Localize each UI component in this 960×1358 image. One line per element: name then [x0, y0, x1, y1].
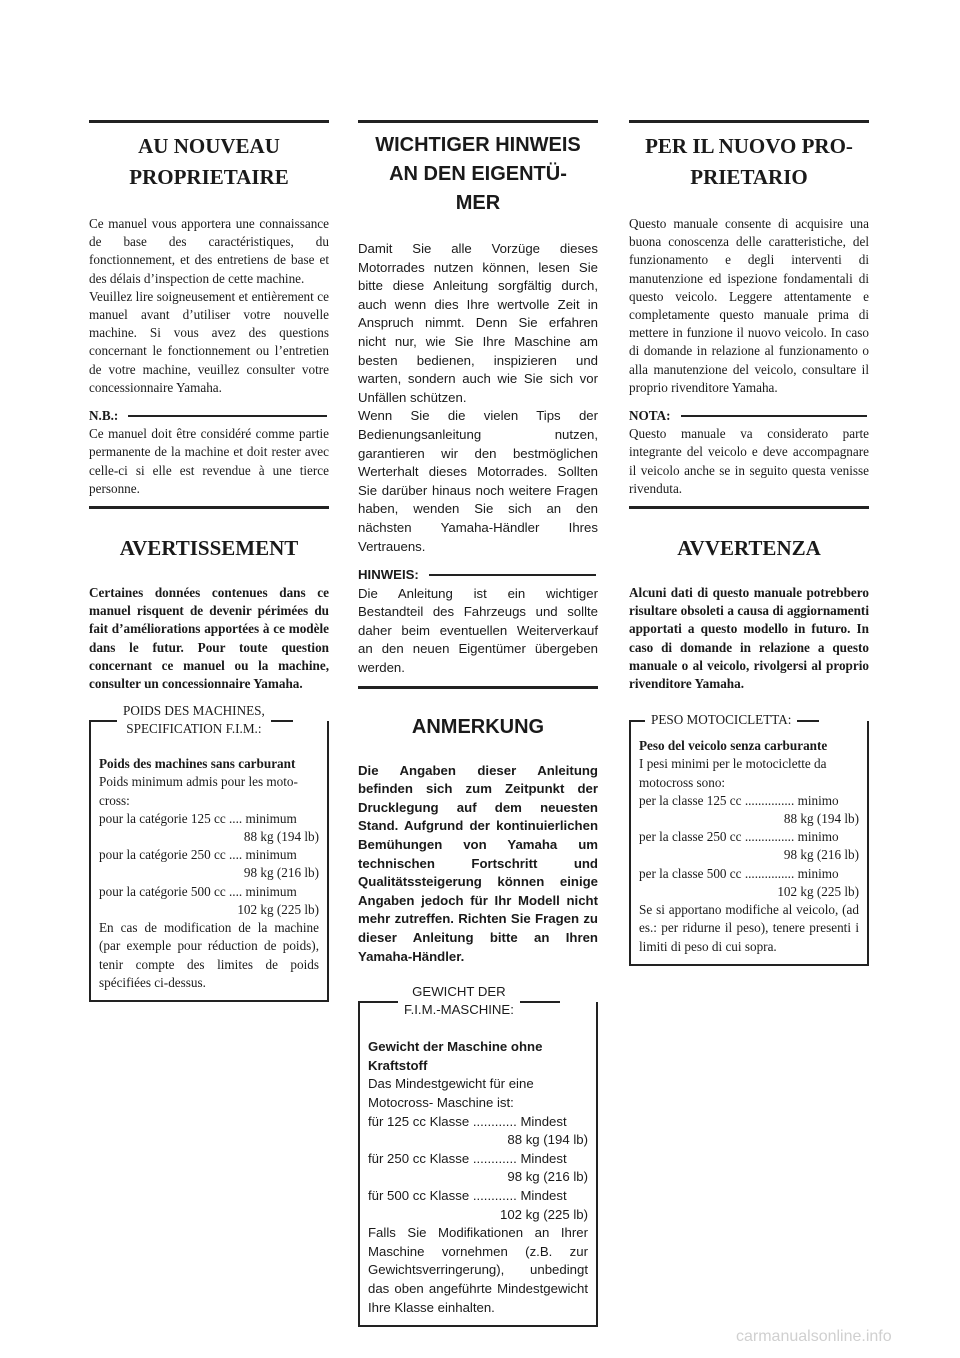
german-intro: Damit Sie alle Vorzüge dieses Motorrades nutzen können, lesen Sie bitte diese Anleitung sorgfältig durch, auch wenn dies Ihre wertvolle Zeit in Anspruch nimmt. Denn Sie erfahren nicht nur, wie Sie Ihre Maschine am besten bedienen, inspizieren und warten, sondern auch wie Sie sich vor Unfällen schützen. [358, 241, 598, 405]
french-title-line1: AU NOUVEAU [138, 134, 280, 158]
german-note-label: HINWEIS: [358, 567, 419, 583]
italian-warning-title: AVVERTENZA [677, 536, 821, 561]
italian-box-head: Peso del veicolo senza carburante [639, 738, 828, 754]
french-row: pour la catégorie 500 cc .... minimum 102 kg (225 lb) [99, 883, 319, 917]
italian-box-intro: I pesi minimi per le motociclette da motocross sono: [639, 756, 827, 790]
french-weight-box [89, 703, 329, 1002]
german-warning-title: ANMERKUNG [411, 715, 545, 738]
french-row: pour la catégorie 250 cc .... minimum 98 kg (216 lb) [99, 847, 319, 881]
french-box-intro: Poids minimum admis pour les moto-cross: [99, 774, 298, 808]
watermark-logo: carmanualsonline.info [736, 1328, 892, 1345]
french-column [89, 120, 329, 1002]
italian-row: per la classe 500 cc ............... minimo 102 kg (225 lb) [639, 865, 859, 899]
french-note: Ce manuel doit être considéré comme partie permanente de la machine et doit rester avec celle-ci si elle est revendue à une tierce personne. [89, 426, 329, 496]
german-note-header [358, 566, 598, 585]
german-intro2: Wenn Sie die vielen Tips der Bedienungsanleitung nutzen, garantieren wir den bestmöglichen Werterhalt dieses Motorrades. Sollten Sie darüber hinaus noch weitere Fragen haben, wenden Sie sich an den nächsten Yamaha-Händler Ihres Vertrauens. [358, 408, 598, 554]
french-note-header [89, 407, 329, 425]
french-row: pour la catégorie 125 cc .... minimum 88 kg (194 lb) [99, 810, 319, 845]
italian-weight-box [629, 712, 869, 965]
italian-note-header [629, 407, 869, 425]
german-title-line1: WICHTIGER HINWEIS [375, 134, 581, 156]
italian-warning-text: Alcuni dati di questo manuale potrebbero risultare obsoleti a causa di aggiornamenti apportati a questo modello in futuro. In caso di domande in relazione a questo manuale o al veicolo, rivolgersi al proprio rivenditore Yamaha. [629, 585, 869, 692]
french-note-label: N.B.: [89, 408, 119, 424]
german-box-intro: Das Mindestgewicht für eine Motocross- Maschine ist: [368, 1076, 534, 1110]
italian-note: Questo manuale va considerato parte integrante del veicolo e deve accompagnare il veicolo anche se in seguito questa venisse rivenduta. [629, 426, 869, 496]
german-column [358, 120, 598, 1327]
italian-note-label: NOTA: [629, 408, 671, 424]
french-box-title: POIDS DES MACHINES, SPECIFICATION F.I.M.: [123, 703, 265, 737]
german-box-title: GEWICHT DER F.I.M.-MASCHINE: [404, 983, 514, 1018]
german-row: für 125 cc Klasse ............ Mindest 88 kg (194 lb) [368, 1113, 588, 1148]
german-title-line3: MER [455, 192, 501, 214]
french-title-line2: PROPRIETAIRE [129, 165, 289, 189]
german-row: für 500 cc Klasse ............ Mindest 102 kg (225 lb) [368, 1187, 588, 1222]
french-intro: Ce manuel vous apportera une connaissance de base des caractéristiques, du fonctionnement, et des entretiens de base et des délais d’inspection de cette machine. [89, 216, 329, 286]
italian-column [629, 120, 869, 966]
german-title-line2: AN DEN EIGENTÜ- [389, 163, 567, 185]
french-warning-text: Certaines données contenues dans ce manuel risquent de devenir périmées du fait d’améliorations apportées à ce modèle dans le futur. Pour toute question concernant ce manuel ou la machine, consulter un concessionnaire Yamaha. [89, 585, 329, 692]
italian-row: per la classe 250 cc ............... minimo 98 kg (216 lb) [639, 829, 859, 863]
german-box-footer: Falls Sie Modifikationen an Ihrer Maschine vornehmen (z.B. zur Gewichtsverringerung), unbedingt das oben angeführte Mindestgewicht Ihre Klasse einhalten. [368, 1225, 588, 1315]
german-box-head: Gewicht der Maschine ohne Kraftstoff [368, 1039, 543, 1073]
italian-intro: Questo manuale consente di acquisire una buona conoscenza delle caratteristiche, del funzionamento e degli interventi di manutenzione ed ispezione fondamentali di questo veicolo. Leggere attentamente e completamente questo manuale prima di mettere in funzione il nuovo veicolo. In caso di domande in relazione al funzionamento o alla manutenzione del veicolo, consultare il proprio rivenditore Yamaha. [629, 216, 869, 395]
italian-box-title: PESO MOTOCICLETTA: [651, 712, 792, 728]
french-box-footer: En cas de modification de la machine (par exemple pour réduction de poids), tenir compte des limites de poids spécifiées ci-dessus. [99, 920, 319, 990]
german-note: Die Anleitung ist ein wichtiger Bestandteil des Fahrzeugs und sollte daher beim eventuellen Weiterverkauf an den neuen Eigentümer übergeben werden. [358, 585, 598, 676]
french-warning-title: AVERTISSEMENT [119, 536, 299, 561]
italian-title-line2: PRIETARIO [690, 165, 808, 189]
german-row: für 250 cc Klasse ............ Mindest 98 kg (216 lb) [368, 1150, 588, 1185]
french-intro2: Veuillez lire soigneusement et entièrement ce manuel avant d’utiliser votre nouvelle machine. Si vous avez des questions concernant le fonctionnement ou l’entretien de votre machine, veuillez consulter votre concessionnaire Yamaha. [89, 288, 329, 395]
german-weight-box [358, 983, 598, 1327]
italian-box-footer: Se si apportano modifiche al veicolo, (ad es.: per ridurne il peso), tenere presenti i limiti di peso di cui sopra. [639, 902, 859, 954]
french-box-head: Poids des machines sans carburant [99, 756, 296, 772]
german-warning-text: Die Angaben dieser Anleitung befinden sich zum Zeitpunkt der Drucklegung auf dem neuesten Stand. Aufgrund der kontinuierlichen Bemühungen von Yamaha um technischen Fortschritt und Qualitätssteigerung können einige Angaben jedoch für Ihr Modell nicht mehr zutreffen. Richten Sie Fragen zu dieser Anleitung bitte an Ihren Yamaha-Händler. [358, 762, 598, 964]
italian-row: per la classe 125 cc ............... minimo 88 kg (194 lb) [639, 792, 859, 827]
italian-title-line1: PER IL NUOVO PRO- [645, 134, 853, 158]
